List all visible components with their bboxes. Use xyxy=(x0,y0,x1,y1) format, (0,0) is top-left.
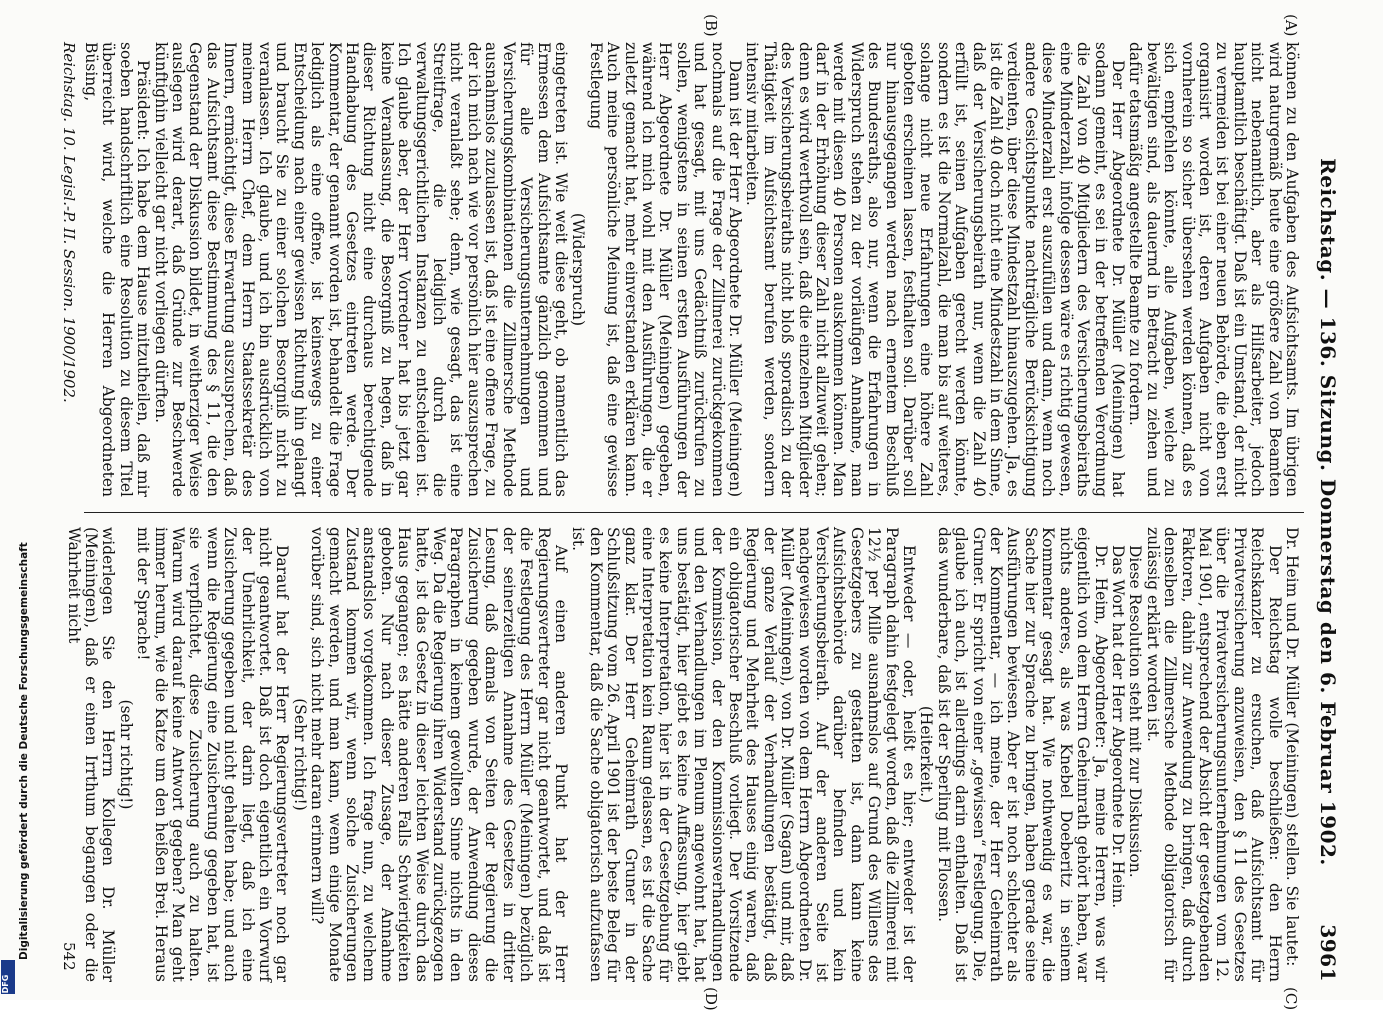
paragraph: Dr. Heim, Abgeordneter: Ja, meine Herren, was wir eigentlich von dem Herrn Geheimrath gehört haben, war nichts anderes, als was Knebel Doeberitz in seinem Kommentar gesagt hat. Wie nothwendig es war, die Sache hier zur Sprache zu bringen, haben gerade seine Ausführungen bewiesen. Aber er ist noch schlechter als der Kommentar, — ich meine, der Herr Geheimrath Gruner. Er spricht von einer „gewissen“ Festlegung. Die, glaube ich auch, ist allerdings darin enthalten. Daß ist das wunderbare, daß ist der Sperling mit Flossen. xyxy=(934,527,1110,982)
digitization-credit-strip xyxy=(0,0,30,1000)
margin-marker-d: (D) xyxy=(702,987,720,1011)
margin-marker-a: (A) xyxy=(1282,14,1300,37)
paragraph: Entweder — oder, heißt es hier; entweder ist der Paragraph dahin festgelegt worden, daß die Zillmerei mit 12½ per Mille ausnahmslos auf Grund des Willens des Gesetzgebers zu gestatten ist, dann kann keine Aufsichtsbehörde darüber befinden und kein Versicherungsbeirath. Auf der anderen Seite ist nachgewiesen worden von dem Herrn Abgeordneten Dr. Müller (Meiningen), von Dr. Müller (Sagan) und mir, daß der ganze Verlauf der Verhandlungen bestätigt, daß Regierung und Mehrheit des Hauses einig waren, daß ein obligatorischer Beschluß vorliegt. Der Vorsitzende der Kommission, der den Kommissionsverhandlungen und den Verhandlungen im Plenum angewohnt hat, hat uns bestätigt, hier giebt es keine Auffassung, hier giebt es keine Interpretation, hier ist in der Gesetzgebung für eine Interpretation kein Raum gelassen, es ist die Sache ganz klar. Der Herr Geheimrath Gruner in der Schlußsitzung vom 26. April 1901 ist der beste Beleg für den Kommentar, daß die Sache obligatorisch aufzufassen ist. xyxy=(569,527,919,982)
right-column xyxy=(64,527,1300,982)
interjection: (Sehr richtig!) xyxy=(290,698,309,811)
paragraph: Der Herr Abgeordnete Dr. Müller (Meiningen) hat sodann gemeint, es sei in der betreffenden Verordnung die Zahl von 40 Mitgliedern des Versicherungsbeiraths eine Minderzahl, infolge dessen wäre es richtig gewesen, diese Minderzahl erst auszufüllen und dann, wenn noch andere Gesichtspunkte nachträgliche Berücksichtigung verdienten, über diese Mindestzahl hinauszugehen. Ja, es ist die Zahl 40 doch nicht eine Mindestzahl in dem Sinne, daß der Versicherungsbeirath nur, wenn die Zahl 40 erfüllt ist, seinen Aufgaben gerecht werden könnte, sondern es ist die Normalzahl, die man bis auf weiteres, solange nicht neue Erfahrungen eine höhere Zahl geboten erscheinen lassen, festhalten soll. Darüber soll nur hinausgegangen werden nach ernentem Beschluß des Bundesraths, also nur, wenn die Erfahrungen in Widerspruch stehen zu der vorläufigen Annahme, man werde mit diesen 40 Personen auskommen können. Man darf in der Erhöhung dieser Zahl nicht allzuweit gehen; denn es wird werthvoll sein, daß die einzelnen Mitglieder des Versicherungsbeiraths nicht bloß sporadisch zu der Thätigkeit im Aufsichtsamt berufen werden, sondern intensiv mitarbeiten. xyxy=(743,42,1127,497)
resolution-text: Der Reichstag wolle beschließen: den Herrn Reichskanzler zu ersuchen, daß Aufsichtsamt für Privatversicherung anzuweisen, den § 11 des Gesetzes über die Privatversicherungsunternehmungen vom 12. Mai 1901, entsprechend der Absicht der gesetzgebenden Faktoren, dahin zur Anwendung zu bringen, daß durch denselben die Zillmersche Methode obligatorisch für zulässig erklärt worden ist. xyxy=(1143,527,1284,982)
header-title: Reichstag. — 136. Sitzung. Donnerstag den 6. Februar 1902. xyxy=(1316,158,1340,866)
rotated-page-content xyxy=(50,14,1340,1011)
paragraph: Das Wort hat der Herr Abgeordnete Dr. Heim. xyxy=(1108,545,1127,909)
paragraph: Diese Resolution steht mit zur Diskussion. xyxy=(1126,545,1145,878)
paragraph: Präsident: Ich habe dem Hause mitzutheilen, daß mir soeben handschriftlich eine Resolution zu diesem Titel überreicht wird, welche die Herren Abgeordneten Büsing, xyxy=(81,42,153,497)
page-header xyxy=(1310,42,1340,982)
margin-marker-b: (B) xyxy=(702,14,720,37)
paragraph: widerlegen Sie den Herrn Kollegen Dr. Müller (Meiningen), daß er einen Irrthum begangen oder die Wahrheit nicht xyxy=(64,527,118,982)
paragraph: eingetreten ist. Wie weit diese geht, ob namentlich das Ermessen dem Aufsichtsamte gänzlich genommen und für alle Versicherungsunternehmungen und Versicherungskombinationen die Zillmersche Methode ausnahmslos zuzulassen ist, daß ist eine offene Frage, zu der ich mich nach wie vor persönlich hier auszusprechen nicht veranlaßt sehe; denn, wie gesagt, das ist eine Streitfrage, die lediglich durch die verwaltungsgerichtlichen Instanzen zu entscheiden ist. Ich glaube aber, der Herr Vorredner hat bis jetzt gar keine Veranlassung, die Besorgniß zu hegen, daß in dieser Richtung nicht eine durchaus berechtigende Handhabung des Gesetzes eintreten werde. Der Kommentar, der genannt worden ist, behandelt die Frage lediglich als eine offene, ist keineswegs zu einer Entscheidung nach einer gewissen Richtung hin gelangt und braucht Sie zu einer solchen Besorgniß nicht zu veranlassen. Ich glaube, und ich bin ausdrücklich von meinem Herrn Chef, dem Herrn Staatssekretär des Innern, ermächtigt, diese Erwartung auszusprechen, daß das Aufsichtsamt diese Bestimmung des § 11, die den Gegenstand der Diskussion bildet, in weitherziger Weise auslegen wird derart, daß Gründe zur Beschwerde künftighin vielleicht gar nicht vorliegen dürften. xyxy=(151,42,570,497)
page-footer: Reichstag. 10. Legisl.-P. II. Session. 1900/1902. xyxy=(60,42,78,403)
header-page-number: 3961 xyxy=(1316,924,1340,982)
margin-marker-c: (C) xyxy=(1282,987,1300,1011)
paragraph: Dr. Heim und Dr. Müller (Meiningen) stellen. Sie lautet: xyxy=(1283,527,1301,967)
interjection: (sehr richtig!) xyxy=(116,699,135,810)
left-column xyxy=(82,42,1300,497)
dfg-logo-icon: DFG xyxy=(1,960,15,994)
column-divider xyxy=(84,512,1304,513)
paragraph: können zu den Aufgaben des Aufsichtsamts. Im übrigen wird naturgemäß heute eine größere Zahl von Beamten nicht nebenamtlich, aber als Hilfsarbeiter, jedoch hauptamtlich beschäftigt. Daß ist ein Umstand, der nicht zu vermeiden ist bei einer neuen Behörde, die eben erst organisirt worden ist, deren Aufgaben nicht von vornherein so sicher übersehen werden können, daß es sich empfehlen könnte, alle Aufgaben, welche zu bewältigen sind, als dauernd in Betracht zu ziehen und dafür etatsmäßig angestellte Beamte zu fordern. xyxy=(1126,42,1301,497)
paragraph: Dann ist der Herr Abgeordnete Dr. Müller (Meiningen) nochmals auf die Frage der Zillmerei zurückgekommen und hat gesagt, mit uns Gedächtniß zurückrufen zu sollen, wenigstens in seinen ersten Ausführungen der Herr Abgeordnete Dr. Müller (Meiningen) gegeben, während ich mich wohl mit den Ausführungen, die er zuletzt gemacht hat, mehr einverstanden erklären kann. Auch meine persönliche Meinung ist, daß eine gewisse Festlegung xyxy=(586,42,744,497)
interjection: (Widerspruch) xyxy=(569,212,588,327)
paragraph: Auf einen anderen Punkt hat der Herr Regierungsvertreter gar nicht geantwortet, und daß ist die Festlegung des Herrn Müller (Meiningen) bezüglich der seinerzeitigen Annahme des Gesetzes in dritter Lesung, daß damals von Seiten der Regierung die Zusicherung gegeben wurde, der Anwendung dieses Paragraphen in keinem gewollten Sinne nichts in den Weg. Da die Regierung ihren Widerstand zurückgezogen hatte, ist das Gesetz in dieser leichten Weise durch das Haus gegangen; es hätte anderen Falls Schwierigkeiten geboten. Nur nach dieser Zusage, der Annahme anstandslos vorgekommen. Ich frage nun, zu welchem Zustand kommen wir, wenn solche Zusicherungen gemacht werden, und man kann, wenn einige Monate vorüber sind, sich nicht mehr daran erinnern will? xyxy=(308,527,570,982)
interjection: (Heiterkeit.) xyxy=(917,705,936,804)
footer-page-number: 542 xyxy=(60,942,78,971)
paragraph: Darauf hat der Herr Regierungsvertreter noch gar nicht geantwortet. Daß ist doch eigentlich ein Vorwurf der Unehrlichkeit, der darin liegt, daß ich eine Zusicherung gegeben und nicht gehalten habe; und auch wenn die Regierung eine Zusicherung gegeben hat, ist sie verpflichtet, diese Zusicherung auch zu halten. Warum wird darauf keine Antwort gegeben? Man geht immer herum, wie die Katze um den heißen Brei. Heraus mit der Sprache! xyxy=(134,527,292,982)
digitization-credit: Digitalisierung gefördert durch die Deutsche Forschungsgemeinschaft xyxy=(18,542,30,960)
